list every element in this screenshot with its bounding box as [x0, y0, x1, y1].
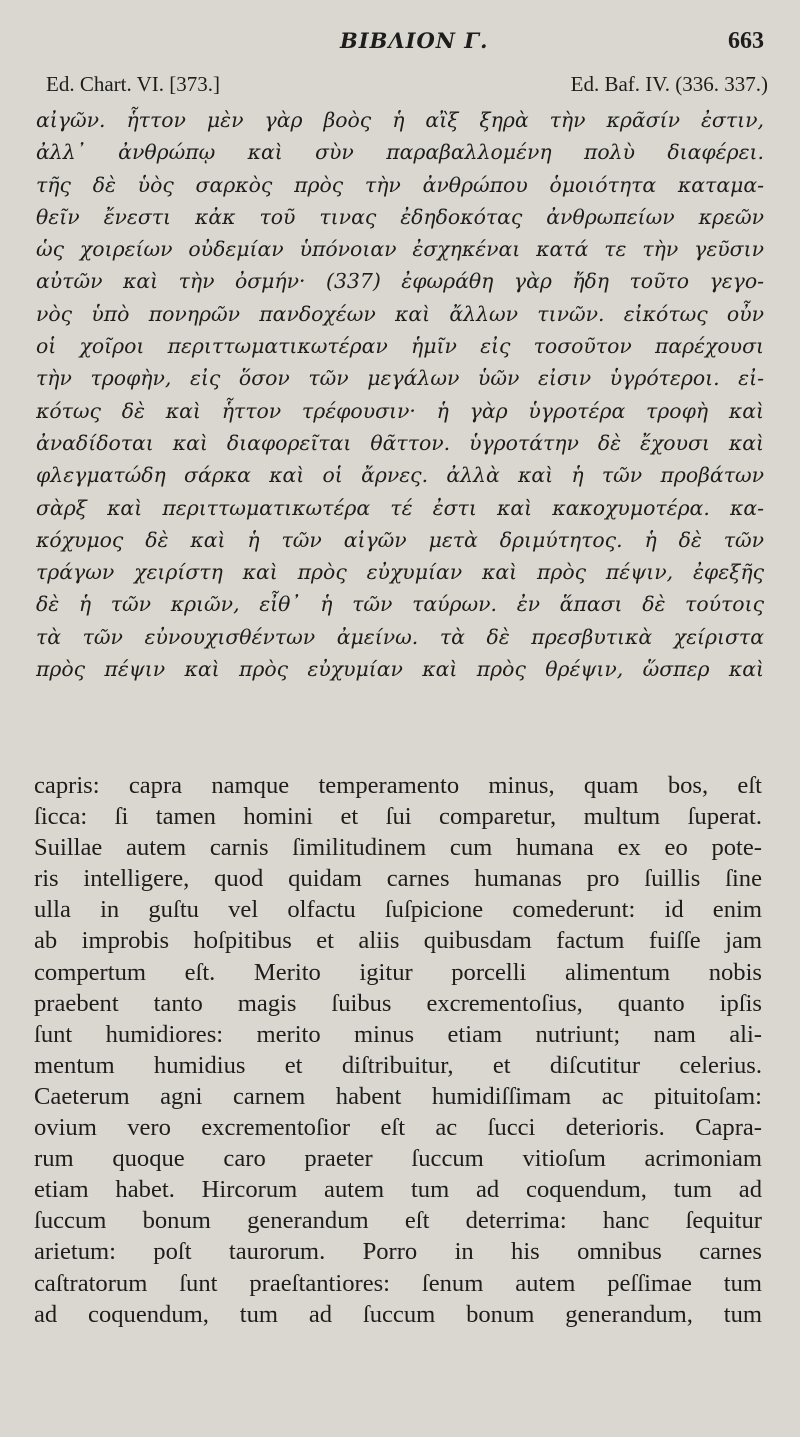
latin-text-line: ovium vero excrementoſior eſt ac ſucci deterioris. Capra-: [34, 1114, 762, 1142]
greek-text-line: τὰ τῶν εὐνουχισθέντων ἀμείνω. τὰ δὲ πρεσβυτικὰ χείριστα: [36, 624, 764, 649]
greek-text-line: τὴν τροφὴν, εἰς ὅσον τῶν μεγάλων ὑῶν εἰσιν ὑγρότεροι. εἰ-: [36, 366, 764, 391]
greek-text-line: κότως δὲ καὶ ἧττον τρέφουσιν· ἡ γὰρ ὑγροτέρα τροφὴ καὶ: [36, 398, 764, 423]
latin-text-line: ſunt humidiores: merito minus etiam nutriunt; nam ali-: [34, 1020, 762, 1048]
latin-text-line: compertum eſt. Merito igitur porcelli alimentum nobis: [34, 958, 762, 986]
greek-text-line: νὸς ὑπὸ πονηρῶν πανδοχέων καὶ ἄλλων τινῶν. εἰκότως οὖν: [36, 301, 764, 326]
latin-text-line: etiam habet. Hircorum autem tum ad coquendum, tum ad: [34, 1176, 762, 1204]
greek-text-line: ἀλλ᾽ ἀνθρώπῳ καὶ σὺν παραβαλλομένη πολὺ διαφέρει.: [36, 140, 764, 165]
greek-text-line: ἀναδίδοται καὶ διαφορεῖται θᾶττον. ὑγροτάτην δὲ ἔχουσι καὶ: [36, 430, 764, 455]
latin-text-line: Suillae autem carnis ſimilitudinem cum humana ex eo pote-: [34, 834, 762, 862]
latin-text-line: ad coquendum, tum ad ſuccum bonum generandum, tum: [34, 1300, 762, 1328]
greek-text-line: θεῖν ἔνεστι κἀκ τοῦ τινας ἐδηδοκότας ἀνθρωπείων κρεῶν: [36, 204, 764, 229]
greek-text-line: τῆς δὲ ὑὸς σαρκὸς πρὸς τὴν ἀνθρώπου ὁμοιότητα καταμα-: [36, 172, 764, 197]
page-number: 663: [728, 28, 764, 54]
greek-text-line: τράγων χειρίστη καὶ πρὸς εὐχυμίαν καὶ πρὸς πέψιν, ἐφεξῆς: [36, 560, 764, 585]
greek-text-block: [36, 104, 764, 685]
latin-text-line: rum quoque caro praeter ſuccum vitioſum acrimoniam: [34, 1145, 762, 1173]
latin-text-line: ſicca: ſi tamen homini et ſui comparetur, multum ſuperat.: [34, 803, 762, 831]
greek-text-line: πρὸς πέψιν καὶ πρὸς εὐχυμίαν καὶ πρὸς θρέψιν, ὥσπερ καὶ: [36, 657, 764, 682]
latin-text-line: ris intelligere, quod quidam carnes humanas pro ſuillis ſine: [34, 865, 762, 893]
running-head: [0, 28, 800, 62]
greek-text-line: κόχυμος δὲ καὶ ἡ τῶν αἰγῶν μετὰ δριμύτητος. ἡ δὲ τῶν: [36, 527, 764, 552]
latin-text-line: Caeterum agni carnem habent humidiſſimam ac pituitoſam:: [34, 1082, 762, 1110]
latin-text-line: ſuccum bonum generandum eſt deterrima: hanc ſequitur: [34, 1207, 762, 1235]
greek-text-line: αὐτῶν καὶ τὴν ὀσμήν· (337) ἐφωράθη γὰρ ἤδη τοῦτο γεγο-: [36, 269, 764, 294]
latin-text-line: ulla in guſtu vel olfactu ſuſpicione comederunt: id enim: [34, 896, 762, 924]
edition-references: [46, 72, 768, 102]
latin-text-block: [34, 770, 762, 1330]
book-title: BIBΛΙΟΝ Γ.: [340, 28, 489, 53]
edition-basel: Ed. Baf. IV. (336. 337.): [570, 72, 768, 96]
greek-text-line: ὡς χοιρείων οὐδεμίαν ὑπόνοιαν ἐσχηκέναι κατά τε τὴν γεῦσιν: [36, 237, 764, 262]
latin-text-line: capris: capra namque temperamento minus, quam bos, eſt: [34, 772, 762, 799]
greek-text-line: δὲ ἡ τῶν κριῶν, εἶθ᾽ ἡ τῶν ταύρων. ἐν ἅπασι δὲ τούτοις: [36, 592, 764, 617]
latin-text-line: ab improbis hoſpitibus et aliis quibusdam factum fuiſſe jam: [34, 927, 762, 955]
edition-chartier: Ed. Chart. VI. [373.]: [46, 72, 220, 96]
greek-text-line: σὰρξ καὶ περιττωματικωτέρα τέ ἐστι καὶ κακοχυμοτέρα. κα-: [36, 495, 764, 520]
greek-text-line: φλεγματώδη σάρκα καὶ οἱ ἄρνες. ἀλλὰ καὶ ἡ τῶν προβάτων: [36, 463, 764, 488]
greek-text-line: οἱ χοῖροι περιττωματικωτέραν ἡμῖν εἰς τοσοῦτον παρέχουσι: [36, 334, 764, 359]
latin-text-line: mentum humidius et diſtribuitur, et diſcutitur celerius.: [34, 1051, 762, 1079]
greek-text-line: αἰγῶν. ἧττον μὲν γὰρ βοὸς ἡ αἲξ ξηρὰ τὴν κρᾶσίν ἐστιν,: [36, 108, 764, 132]
latin-text-line: arietum: poſt taurorum. Porro in his omnibus carnes: [34, 1238, 762, 1266]
latin-text-line: praebent tanto magis ſuibus excrementoſius, quanto ipſis: [34, 989, 762, 1017]
latin-text-line: caſtratorum ſunt praeſtantiores: ſenum autem peſſimae tum: [34, 1269, 762, 1297]
